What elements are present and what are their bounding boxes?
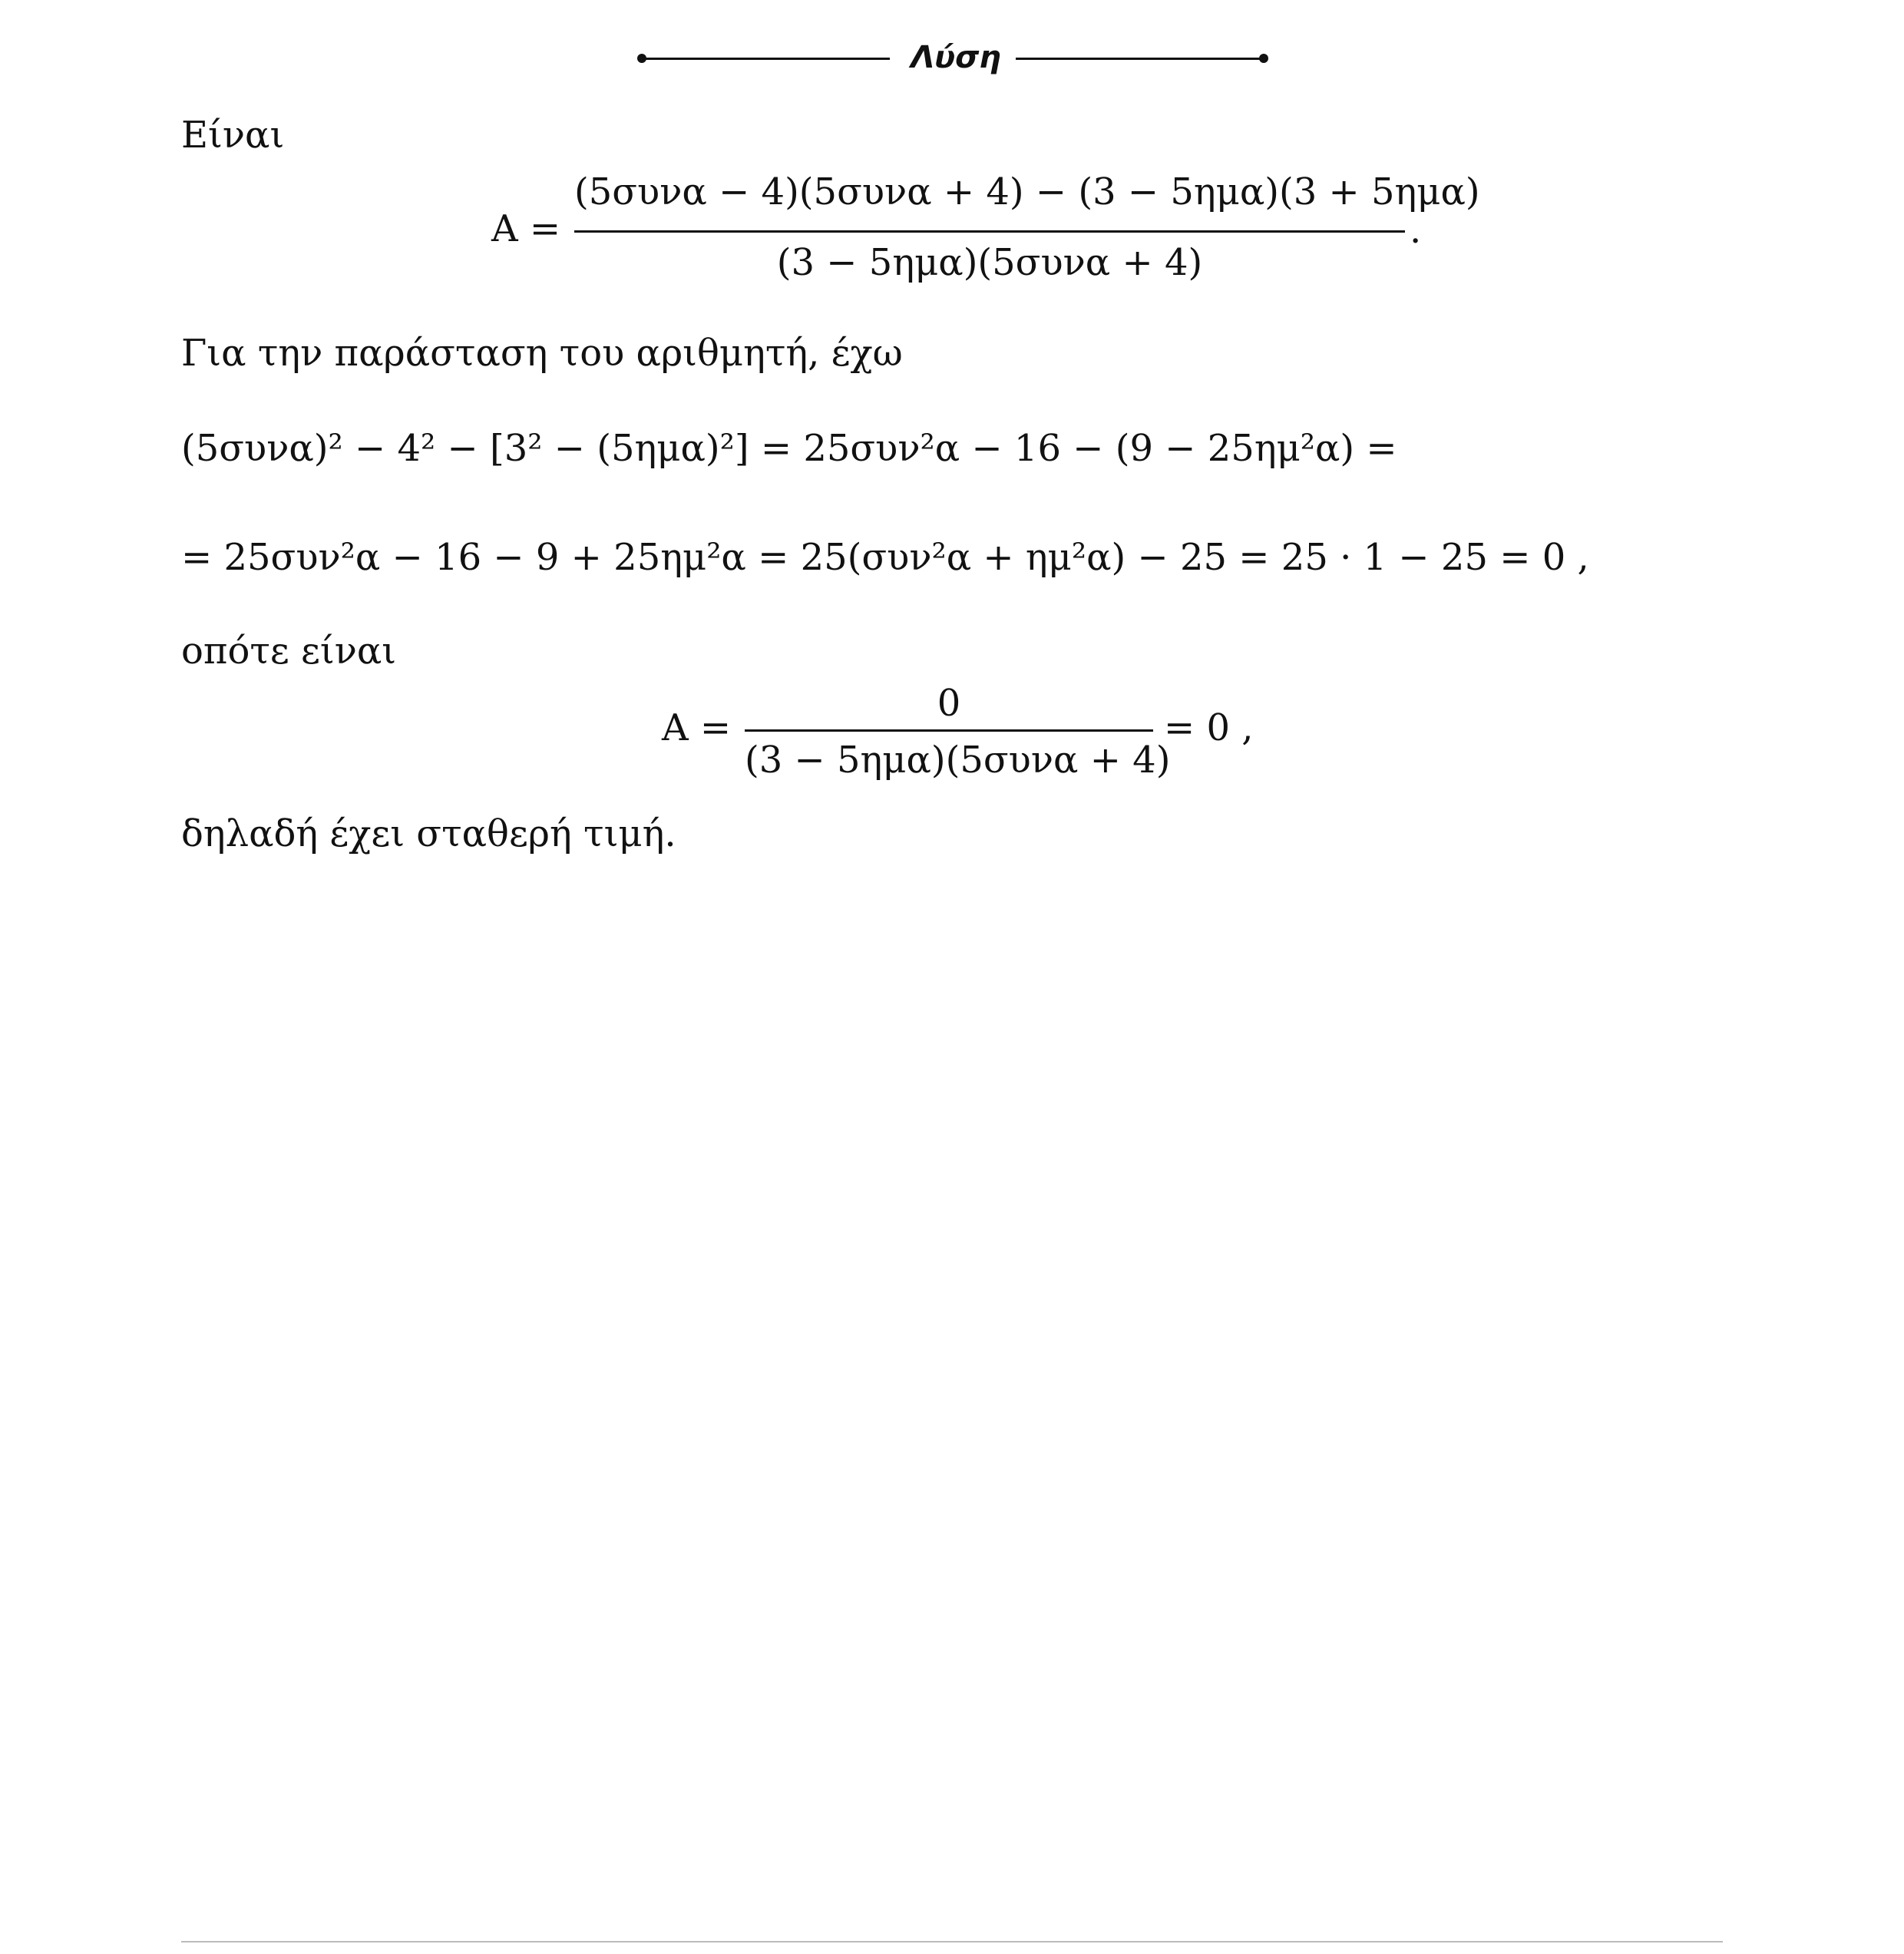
eq1-denominator: (3 − 5ημα)(5συνα + 4) — [776, 241, 1203, 284]
eq1-fraction — [574, 170, 1480, 293]
expansion-line-2: = 25συν²α − 16 − 9 + 25ημ²α = 25(συν²α + ημ²α) − 25 = 25 · 1 − 25 = 0 , — [181, 536, 1589, 579]
eq1-lhs: Α = — [491, 207, 561, 250]
eq2-denominator: (3 − 5ημα)(5συνα + 4) — [745, 739, 1171, 782]
header-rule-left — [640, 58, 890, 60]
header-dot-right — [1259, 54, 1268, 63]
eq2-tail: = 0 , — [1164, 706, 1254, 749]
so-intro-text: οπότε είναι — [181, 630, 397, 673]
eq2-fraction — [745, 682, 1171, 805]
intro-text: Είναι — [181, 114, 285, 157]
eq2-fraction-bar — [745, 729, 1153, 732]
eq1-numerator: (5συνα − 4)(5συνα + 4) − (3 − 5ημα)(3 + 5ημα) — [574, 170, 1480, 213]
footer-rule — [181, 1941, 1723, 1942]
section-title: Λύση — [911, 40, 1001, 75]
numerator-intro-text: Για την παράσταση του αριθμητή, έχω — [181, 332, 903, 375]
eq1-fraction-bar — [574, 230, 1405, 233]
eq1-tail: . — [1410, 209, 1422, 252]
eq2-lhs: Α = — [662, 706, 732, 749]
conclusion-text: δηλαδή έχει σταθερή τιμή. — [181, 812, 676, 855]
expansion-line-1: (5συνα)² − 4² − [3² − (5ημα)²] = 25συν²α − 16 − (9 − 25ημ²α) = — [181, 427, 1397, 470]
header-rule-right — [1016, 58, 1264, 60]
eq2-numerator: 0 — [937, 682, 961, 725]
section-header — [637, 40, 1267, 78]
